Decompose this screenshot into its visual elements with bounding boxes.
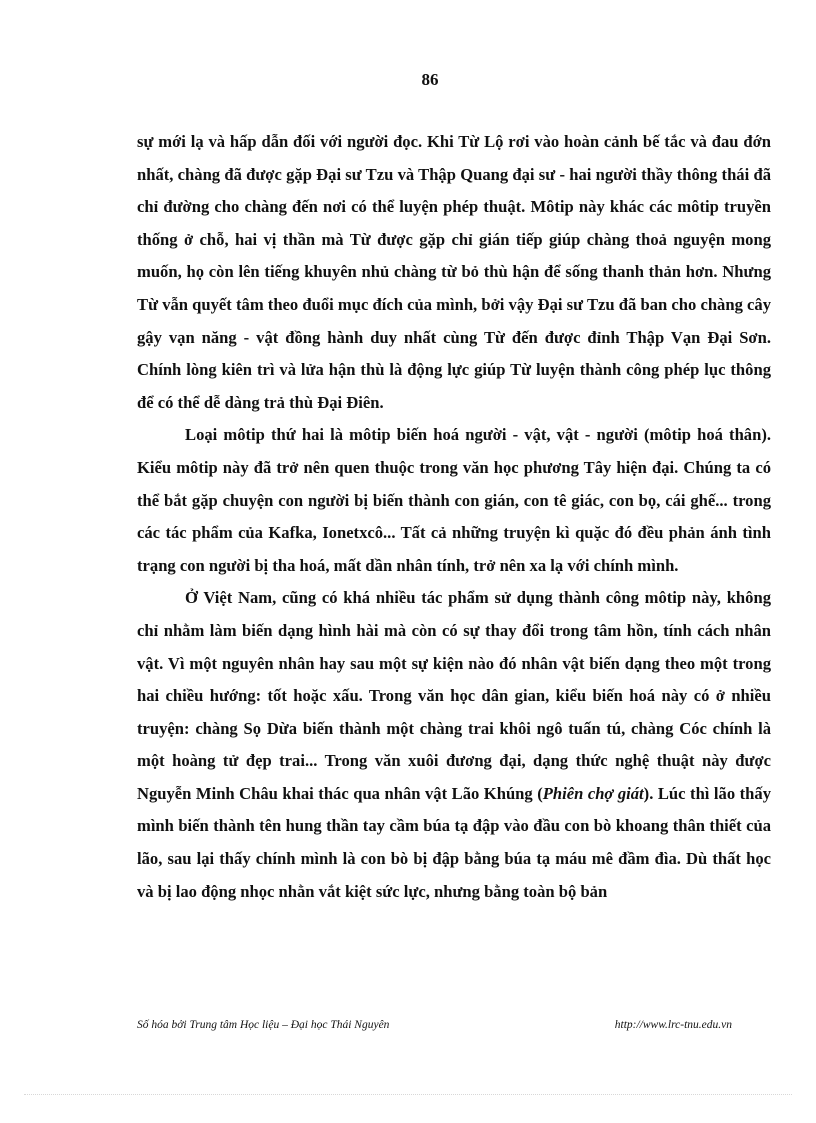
footer-source: Số hóa bởi Trung tâm Học liệu – Đại học Thái Nguyên (137, 1019, 390, 1031)
footer-url: http://www.lrc-tnu.edu.vn (614, 1019, 732, 1031)
paragraph-3-text-before: Ở Việt Nam, cũng có khá nhiều tác phẩm sử dụng thành công môtip này, không chỉ nhằm làm biến dạng hình hài mà còn có sự thay đổi trong tâm hồn, tính cách nhân vật. Vì một nguyên nhân hay sau một sự kiện nào đó nhân vật biến dạng theo một trong hai chiều hướng: tốt hoặc xấu. Trong văn học dân gian, kiểu biến hoá này có ở nhiều truyện: chàng Sọ Dừa biến thành một chàng trai khôi ngô tuấn tú, chàng Cóc chính là một hoàng tử đẹp trai... Trong văn xuôi đương đại, dạng thức nghệ thuật này được Nguyễn Minh Châu khai thác qua nhân vật Lão Khúng ( (137, 588, 771, 803)
paragraph-3-text-after: ). Lúc thì lão thấy mình biến thành tên hung thần tay cầm búa tạ đập vào đầu con bò khoang thân thiết của lão, sau lại thấy chính mình là con bò bị đập bằng búa tạ máu mê đầm đìa. Dù thất học và bị lao động nhọc nhằn vắt kiệt sức lực, nhưng bằng toàn bộ bản (137, 783, 771, 901)
work-title: Phiên chợ giát (542, 783, 644, 803)
paragraph-3 (137, 582, 771, 908)
page-number: 86 (421, 70, 439, 89)
paragraph-2: Loại môtip thứ hai là môtip biến hoá người - vật, vật - người (môtip hoá thân). Kiểu môtip này đã trở nên quen thuộc trong văn học phương Tây hiện đại. Chúng ta có thể bắt gặp chuyện con người bị biến thành con gián, con tê giác, con bọ, cái ghế... trong các tác phẩm của Kafka, Ionetxcô... Tất cả những truyện kì quặc đó đều phản ánh tình trạng con người bị tha hoá, mất dần nhân tính, trở nên xa lạ với chính mình. (137, 425, 771, 575)
page-footer (137, 1019, 732, 1031)
bottom-divider (24, 1094, 792, 1095)
body-text (137, 126, 771, 908)
paragraph-1: sự mới lạ và hấp dẫn đối với người đọc. Khi Từ Lộ rơi vào hoàn cảnh bế tắc và đau đớn nhất, chàng đã được gặp Đại sư Tzu và Thập Quang đại sư - hai người thầy thông thái đã chỉ đường cho chàng đến nơi có thể luyện phép thuật. Môtip này khác các môtip truyền thống ở chỗ, hai vị thần mà Từ được gặp chỉ gián tiếp giúp chàng thoả nguyện mong muốn, họ còn lên tiếng khuyên nhủ chàng từ bỏ thù hận để sống thanh thản hơn. Nhưng Từ vẫn quyết tâm theo đuổi mục đích của mình, bởi vậy Đại sư Tzu đã ban cho chàng cây gậy vạn năng - vật đồng hành duy nhất cùng Từ đến được đỉnh Thập Vạn Đại Sơn. Chính lòng kiên trì và lửa hận thù là động lực giúp Từ luyện thành công phép lục thông để có thể dễ dàng trả thù Đại Điên. (137, 132, 771, 412)
